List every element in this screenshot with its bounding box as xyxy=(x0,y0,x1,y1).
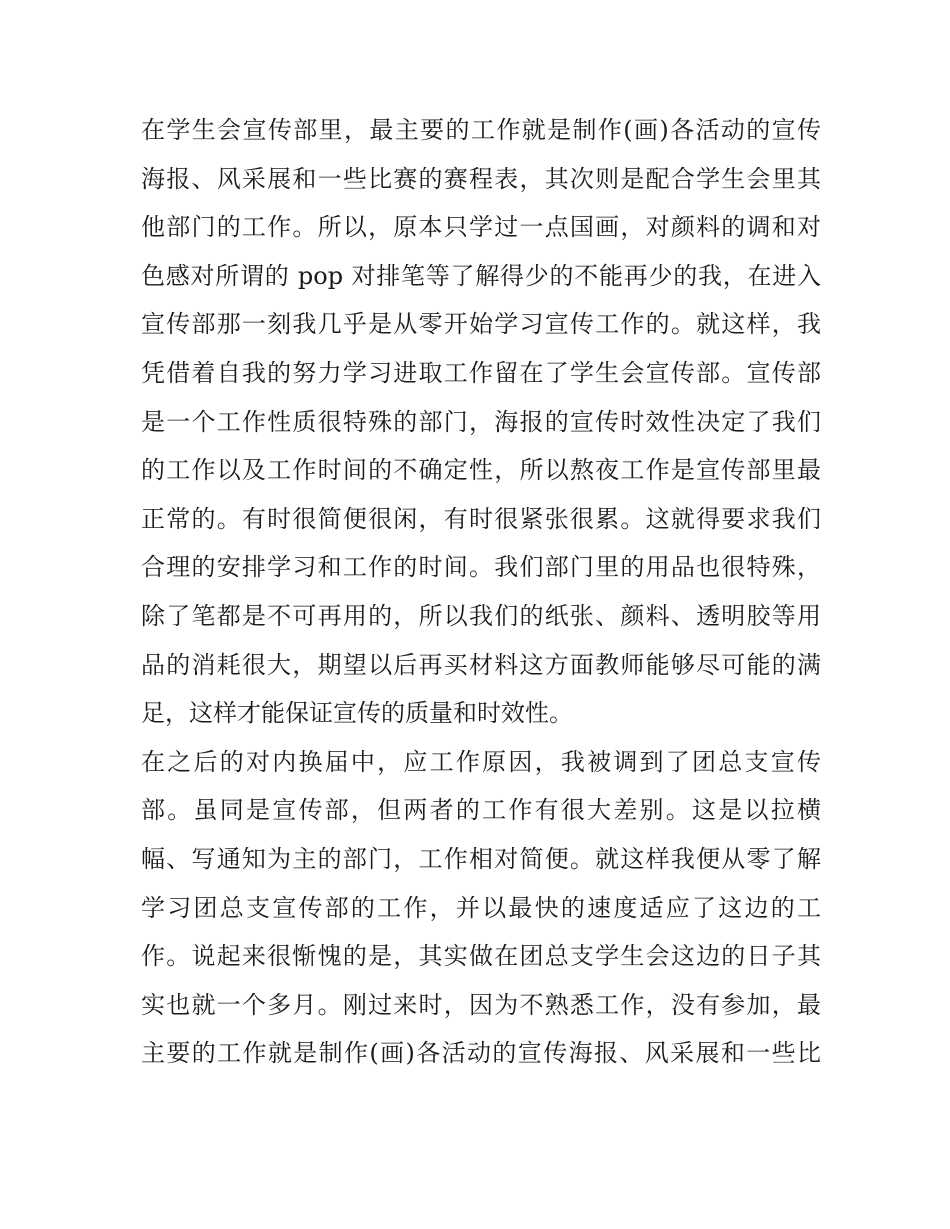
paragraph-1-line-12: 品的消耗很大，期望以后再买材料这方面教师能够尽可能的满 xyxy=(141,650,821,679)
paragraph-2-line-6: 实也就一个多月。刚过来时，因为不熟悉工作，没有参加，最 xyxy=(141,990,821,1019)
paragraph-1-line-7: 是一个工作性质很特殊的部门，海报的宣传时效性决定了我们 xyxy=(141,407,821,436)
paragraph-2-line-3: 幅、写通知为主的部门，工作相对简便。就这样我便从零了解 xyxy=(141,844,821,873)
paragraph-1-line-8: 的工作以及工作时间的不确定性，所以熬夜工作是宣传部里最 xyxy=(141,456,821,485)
paragraph-2-line-2: 部。虽同是宣传部，但两者的工作有很大差别。这是以拉横 xyxy=(141,796,821,825)
paragraph-1-line-9: 正常的。有时很简便很闲，有时很紧张很累。这就得要求我们 xyxy=(141,504,821,533)
paragraph-1-line-4: 色感对所谓的 pop 对排笔等了解得少的不能再少的我，在进入 xyxy=(141,261,821,290)
paragraph-1-line-6: 凭借着自我的努力学习进取工作留在了学生会宣传部。宣传部 xyxy=(141,358,821,387)
paragraph-2-line-1: 在之后的对内换届中，应工作原因，我被调到了团总支宣传 xyxy=(141,747,821,776)
paragraph-1-line-13: 足，这样才能保证宣传的质量和时效性。 xyxy=(141,699,573,728)
paragraph-1-line-1: 在学生会宣传部里，最主要的工作就是制作(画)各活动的宣传 xyxy=(141,116,821,144)
paragraph-1-line-5: 宣传部那一刻我几乎是从零开始学习宣传工作的。就这样，我 xyxy=(141,310,821,339)
paragraph-1-line-2: 海报、风采展和一些比赛的赛程表，其次则是配合学生会里其 xyxy=(141,164,821,193)
paragraph-2-line-4: 学习团总支宣传部的工作，并以最快的速度适应了这边的工 xyxy=(141,893,821,922)
paragraph-1-line-11: 除了笔都是不可再用的，所以我们的纸张、颜料、透明胶等用 xyxy=(141,601,821,630)
document-body xyxy=(141,106,821,1078)
paragraph-2-line-5: 作。说起来很惭愧的是，其实做在团总支学生会这边的日子其 xyxy=(141,942,821,971)
paragraph-1-line-3: 他部门的工作。所以，原本只学过一点国画，对颜料的调和对 xyxy=(141,213,821,242)
paragraph-2-line-7: 主要的工作就是制作(画)各活动的宣传海报、风采展和一些比 xyxy=(141,1039,821,1068)
paragraph-1-line-10: 合理的安排学习和工作的时间。我们部门里的用品也很特殊， xyxy=(141,553,821,582)
